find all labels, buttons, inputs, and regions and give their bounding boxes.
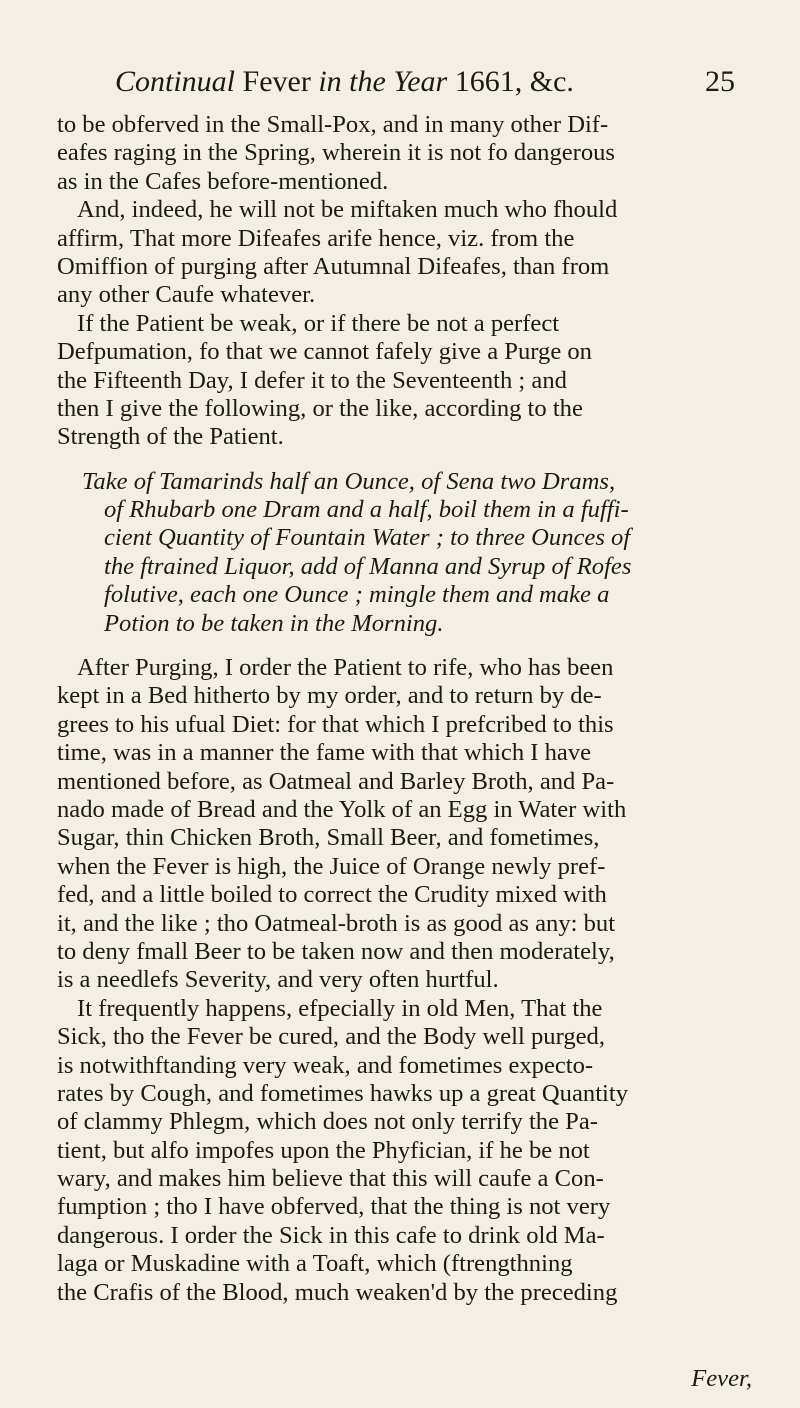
catchword: Fever, (691, 1365, 752, 1392)
recipe-line: Take of Tamarinds half an Ounce, of Sena two Drams, (82, 467, 616, 495)
text-line: then I give the following, or the like, according to the (57, 394, 583, 422)
text-line: when the Fever is high, the Juice of Orange newly pref- (57, 852, 606, 880)
text-line: kept in a Bed hitherto by my order, and to return by de- (57, 682, 602, 710)
recipe-line: cient Quantity of Fountain Water ; to three Ounces of (104, 524, 631, 552)
recipe-block (82, 468, 757, 638)
header-title-italic: Continual (115, 65, 236, 98)
paragraph-1 (57, 111, 757, 452)
text-line: nado made of Bread and the Yolk of an Egg in Water with (57, 795, 627, 823)
text-line: any other Caufe whatever. (57, 281, 316, 309)
text-line: to deny fmall Beer to be taken now and then moderately, (57, 937, 615, 965)
text-line: affirm, That more Difeafes arife hence, viz. from the (57, 224, 575, 252)
text-line: time, was in a manner the fame with that which I have (57, 739, 592, 767)
text-line: the Crafis of the Blood, much weaken'd by the preceding (57, 1278, 618, 1306)
text-line: Sick, tho the Fever be cured, and the Body well purged, (57, 1023, 605, 1051)
header-title-roman: Fever (235, 65, 319, 98)
text-line: Defpumation, fo that we cannot fafely give a Purge on (57, 338, 592, 366)
recipe-line: folutive, each one Ounce ; mingle them and make a (104, 581, 610, 609)
text-line: After Purging, I order the Patient to rife, who has been (77, 654, 614, 682)
recipe-line: Potion to be taken in the Morning. (104, 609, 444, 637)
recipe-line: of Rhubarb one Dram and a half, boil them in a fuffi- (104, 496, 629, 524)
text-line: fed, and a little boiled to correct the Crudity mixed with (57, 881, 607, 909)
text-line: tient, but alfo impofes upon the Phyfician, if he be not (57, 1136, 590, 1164)
text-line: is notwithftanding very weak, and fometimes expecto- (57, 1051, 594, 1079)
text-line: eafes raging in the Spring, wherein it is not fo dangerous (57, 139, 616, 167)
header-title-italic-2: in the Year (318, 65, 448, 98)
text-line: it, and the like ; tho Oatmeal-broth is as good as any: but (57, 909, 616, 937)
text-line: laga or Muskadine with a Toaft, which (ftrengthning (57, 1250, 573, 1278)
text-line: as in the Cafes before-mentioned. (57, 167, 389, 195)
text-line: rates by Cough, and fometimes hawks up a great Quantity (57, 1079, 628, 1107)
text-line: If the Patient be weak, or if there be not a perfect (77, 309, 560, 337)
text-line: mentioned before, as Oatmeal and Barley Broth, and Pa- (57, 767, 615, 795)
text-line: fumption ; tho I have obferved, that the thing is not very (57, 1193, 611, 1221)
text-line: Omiffion of purging after Autumnal Difeafes, than from (57, 252, 610, 280)
running-header (115, 62, 735, 102)
text-line: the Fifteenth Day, I defer it to the Seventeenth ; and (57, 366, 567, 394)
text-line: grees to his ufual Diet: for that which I prefcribed to this (57, 710, 614, 738)
text-line: is a needlefs Severity, and very often hurtful. (57, 966, 499, 994)
text-line: It frequently happens, efpecially in old Men, That the (77, 994, 603, 1022)
text-line: wary, and makes him believe that this will caufe a Con- (57, 1165, 604, 1193)
text-line: And, indeed, he will not be miftaken much who fhould (77, 196, 618, 224)
page-number: 25 (705, 65, 735, 98)
recipe-line: the ftrained Liquor, add of Manna and Syrup of Rofes (104, 552, 632, 580)
text-line: Strength of the Patient. (57, 423, 284, 451)
header-year: 1661, &c. (447, 65, 574, 98)
text-line: dangerous. I order the Sick in this cafe to drink old Ma- (57, 1221, 605, 1249)
text-line: Sugar, thin Chicken Broth, Small Beer, and fometimes, (57, 824, 600, 852)
page-body (57, 111, 757, 1307)
text-line: of clammy Phlegm, which does not only terrify the Pa- (57, 1108, 598, 1136)
paragraph-2 (57, 654, 757, 1307)
text-line: to be obferved in the Small-Pox, and in many other Dif- (57, 111, 609, 138)
